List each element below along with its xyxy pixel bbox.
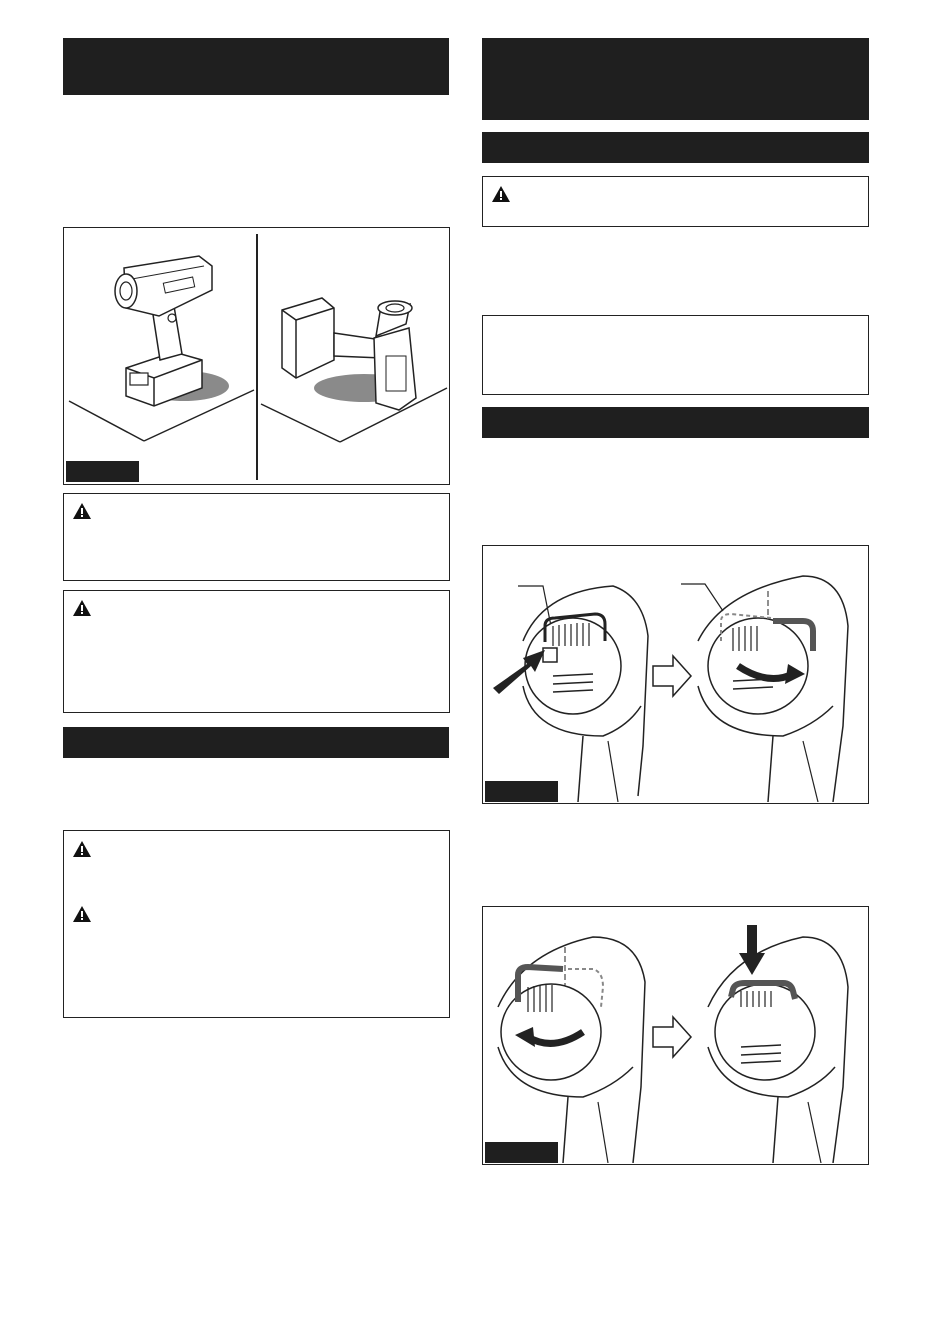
warning-triangle-icon [72, 840, 92, 858]
right-subsection-header-2 [482, 407, 869, 438]
figure-1-illustration [64, 228, 448, 483]
warning-triangle-icon [491, 185, 511, 203]
left-section-header [63, 38, 449, 95]
right-note-box [482, 315, 869, 395]
figure-1-tag [66, 461, 139, 482]
figure-2-tag [485, 781, 558, 802]
caution-box-2 [63, 590, 450, 713]
figure-3-tag [485, 1142, 558, 1163]
left-subsection-header [63, 727, 449, 758]
warning-triangle-icon [72, 905, 92, 923]
hollow-arrow-right-icon [653, 1017, 691, 1057]
caution-box-3 [63, 830, 450, 1018]
figure-2-illustration [483, 546, 867, 802]
right-subsection-header-1 [482, 132, 869, 163]
warning-triangle-icon [72, 599, 92, 617]
figure-3-illustration [483, 907, 867, 1163]
hollow-arrow-right-icon [653, 656, 691, 696]
figure-1 [63, 227, 450, 485]
figure-2 [482, 545, 869, 804]
figure-3 [482, 906, 869, 1165]
right-caution-box [482, 176, 869, 227]
right-section-header [482, 38, 869, 120]
warning-triangle-icon [72, 502, 92, 520]
caution-box-1 [63, 493, 450, 581]
